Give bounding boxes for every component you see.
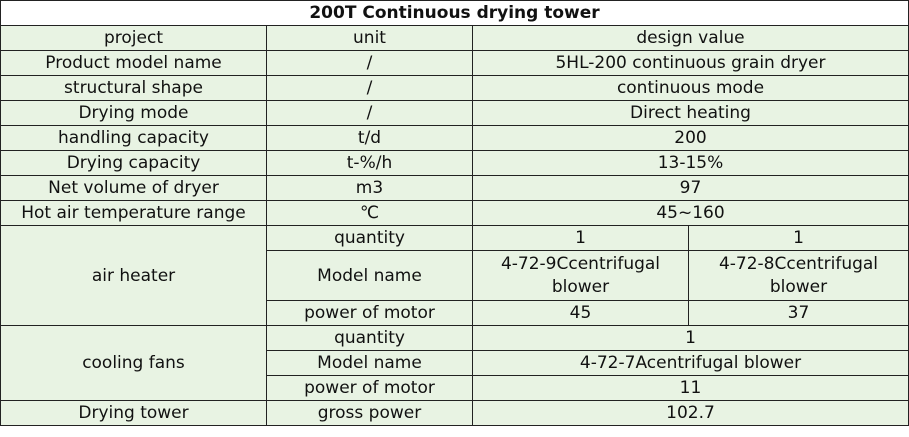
header-design-value: design value [473, 26, 909, 51]
table-row [1, 201, 909, 226]
table-row [1, 176, 909, 201]
row-unit: / [267, 76, 473, 101]
row-unit: ℃ [267, 201, 473, 226]
cooling-fans-label: cooling fans [1, 326, 267, 401]
table-row [1, 326, 909, 351]
header-unit: unit [267, 26, 473, 51]
row-unit: t/d [267, 126, 473, 151]
row-value: 13-15% [473, 151, 909, 176]
row-project: Net volume of dryer [1, 176, 267, 201]
drying-tower-value: 102.7 [473, 401, 909, 426]
row-value: 5HL-200 continuous grain dryer [473, 51, 909, 76]
row-project: Drying mode [1, 101, 267, 126]
air-heater-quantity-label: quantity [267, 226, 473, 251]
cooling-fans-power-label: power of motor [267, 376, 473, 401]
air-heater-model-1: 4-72-9Ccentrifugal blower [473, 251, 689, 301]
row-unit: / [267, 51, 473, 76]
row-value: 200 [473, 126, 909, 151]
row-value: Direct heating [473, 101, 909, 126]
table-row [1, 401, 909, 426]
air-heater-model-2: 4-72-8Ccentrifugal blower [689, 251, 909, 301]
row-project: structural shape [1, 76, 267, 101]
air-heater-power-label: power of motor [267, 301, 473, 326]
row-project: Drying capacity [1, 151, 267, 176]
table-row [1, 51, 909, 76]
row-unit: m3 [267, 176, 473, 201]
row-unit: t-%/h [267, 151, 473, 176]
table-row [1, 101, 909, 126]
table-row [1, 226, 909, 251]
header-project: project [1, 26, 267, 51]
air-heater-label: air heater [1, 226, 267, 326]
cooling-fans-model-label: Model name [267, 351, 473, 376]
table-row [1, 151, 909, 176]
cooling-fans-power: 11 [473, 376, 909, 401]
row-value: continuous mode [473, 76, 909, 101]
air-heater-power-1: 45 [473, 301, 689, 326]
air-heater-quantity-1: 1 [473, 226, 689, 251]
row-project: Hot air temperature range [1, 201, 267, 226]
table-row [1, 76, 909, 101]
row-unit: / [267, 101, 473, 126]
row-project: handling capacity [1, 126, 267, 151]
air-heater-model-label: Model name [267, 251, 473, 301]
cooling-fans-quantity: 1 [473, 326, 909, 351]
table-title: 200T Continuous drying tower [1, 1, 909, 26]
row-project: Product model name [1, 51, 267, 76]
table-row [1, 126, 909, 151]
row-value: 45~160 [473, 201, 909, 226]
drying-tower-unit: gross power [267, 401, 473, 426]
cooling-fans-model: 4-72-7Acentrifugal blower [473, 351, 909, 376]
air-heater-power-2: 37 [689, 301, 909, 326]
drying-tower-label: Drying tower [1, 401, 267, 426]
cooling-fans-quantity-label: quantity [267, 326, 473, 351]
row-value: 97 [473, 176, 909, 201]
air-heater-quantity-2: 1 [689, 226, 909, 251]
